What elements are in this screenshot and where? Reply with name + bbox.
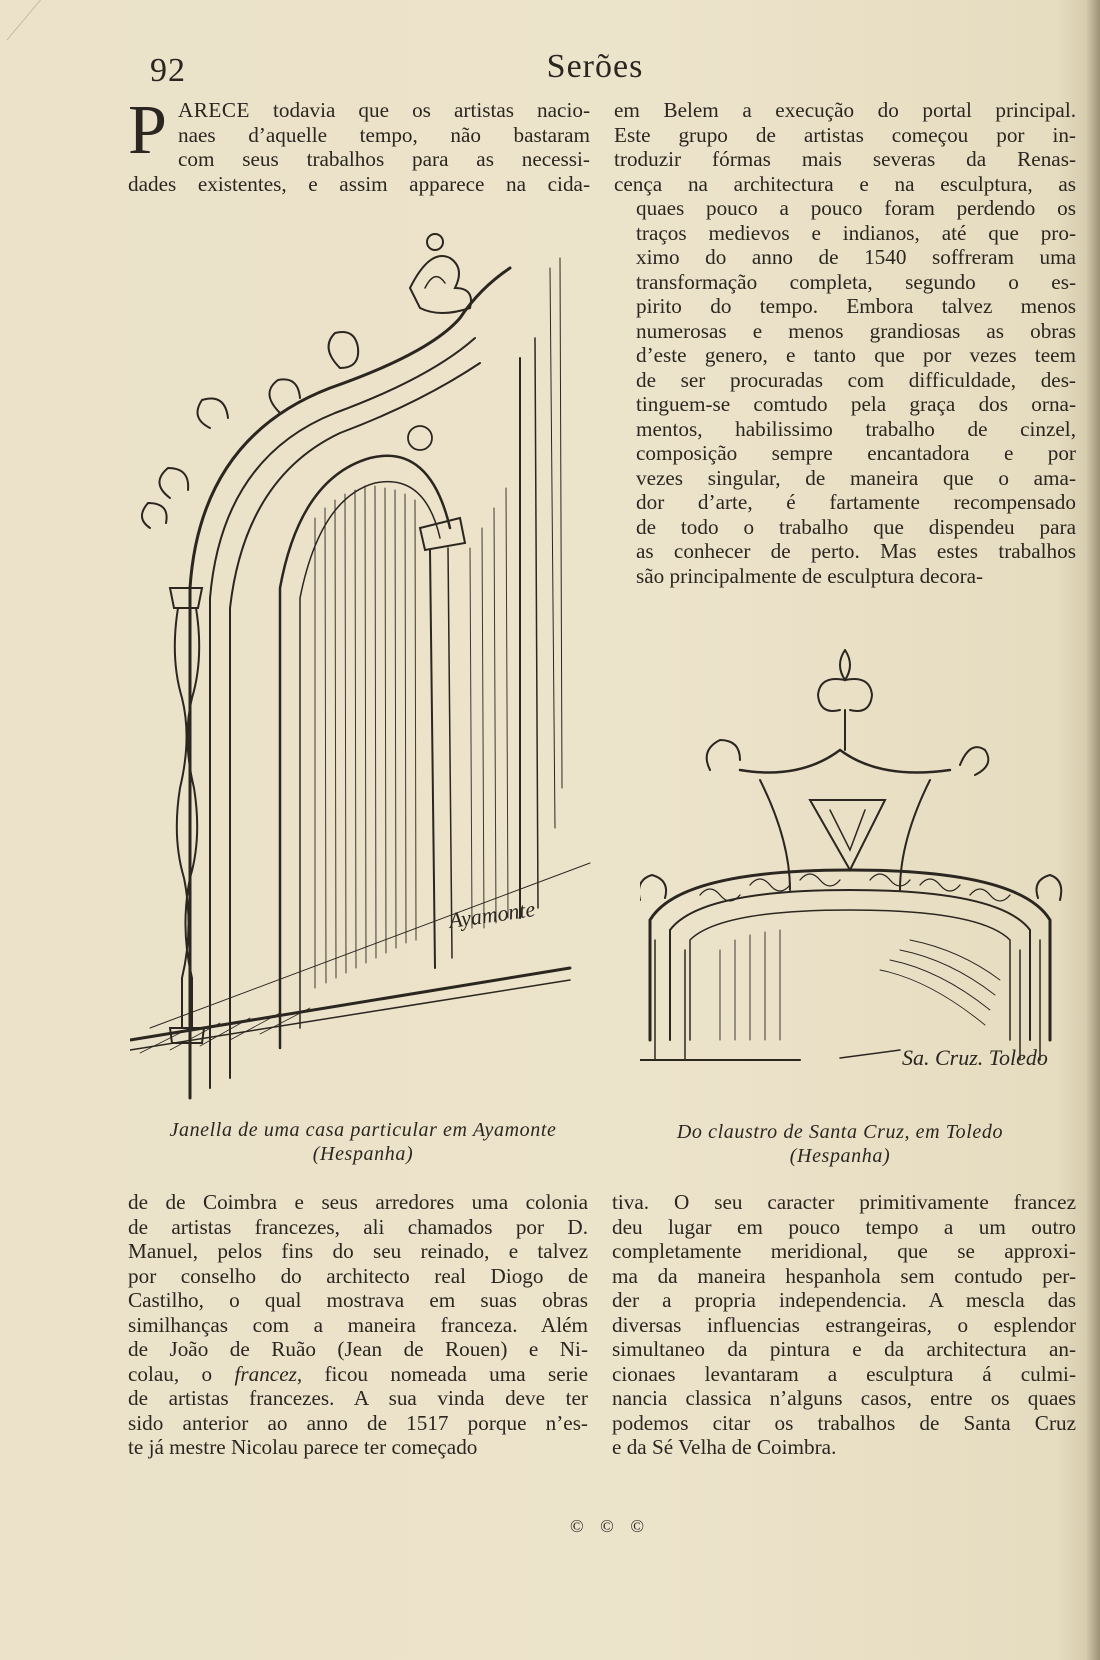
text-line: nancia classica n’alguns casos, entre os quaes — [612, 1386, 1076, 1410]
text-line: pirito do tempo. Embora talvez menos — [636, 294, 1076, 318]
text-line: colau, o francez, ficou nomeada uma serie — [128, 1361, 588, 1386]
text-line: ma da maneira hespanhola sem contudo per- — [612, 1263, 1076, 1288]
text-line: dor d’arte, é fartamente recompensado — [636, 490, 1076, 514]
caption-santa-cruz — [640, 1120, 1040, 1168]
text-line: troduzir fórmas mais severas da Renas- — [614, 147, 1076, 171]
caption-ayamonte — [118, 1118, 608, 1166]
text-line: de artistas francezes. A sua vinda deve ter — [128, 1386, 588, 1410]
caption-line: Janella de uma casa particular em Ayamonte — [169, 1119, 557, 1141]
italic-word: francez, — [234, 1361, 303, 1386]
text-line: sido anterior ao anno de 1517 porque n’es- — [128, 1410, 588, 1435]
text-line: Castilho, o qual mostrava em suas obras — [128, 1288, 588, 1312]
text-line: cionaes levantaram a esculptura á culmi- — [612, 1361, 1076, 1386]
text-line: der a propria independencia. A mescla das — [612, 1288, 1076, 1312]
text-line: com seus trabalhos para as necessi- — [178, 147, 590, 171]
text-line: vezes singular, de maneira que o ama- — [636, 465, 1076, 490]
text-line: naes d’aquelle tempo, não bastaram — [178, 122, 590, 147]
caption-line: (Hespanha) — [312, 1143, 414, 1165]
text-line: similhanças com a maneira franceza. Além — [128, 1312, 588, 1337]
text-line: de João de Ruão (Jean de Rouen) e Ni- — [128, 1337, 588, 1361]
text-line: completamente meridional, que se approxi- — [612, 1239, 1076, 1263]
text-line: simultaneo da pintura e da architectura an- — [612, 1337, 1076, 1361]
running-head: Serões — [546, 48, 644, 85]
caption-line: Do claustro de Santa Cruz, em Toledo — [676, 1121, 1004, 1143]
text-line: em Belem a execução do portal principal. — [614, 98, 1076, 122]
figure-signature-ayamonte: Ayamonte — [447, 896, 537, 933]
text-line: numerosas e menos grandiosas as obras — [636, 318, 1076, 343]
text-line: quaes pouco a pouco foram perdendo os — [636, 196, 1076, 220]
text-line: podemos citar os trabalhos de Santa Cruz — [612, 1410, 1076, 1435]
text-line: ARECE todavia que os artistas nacio- — [178, 98, 590, 122]
text-line: te já mestre Nicolau parece ter começado — [128, 1435, 478, 1459]
text-line: de todo o trabalho que dispendeu para — [636, 514, 1076, 539]
text-line: e da Sé Velha de Coimbra. — [612, 1435, 837, 1459]
text-line: diversas influencias estrangeiras, o esplendor — [612, 1312, 1076, 1337]
text-line: de artistas francezes, ali chamados por D. — [128, 1214, 588, 1239]
text-line: ximo do anno de 1540 soffreram uma — [636, 245, 1076, 269]
page-number: 92 — [150, 52, 186, 89]
text-line: composição sempre encantadora e por — [636, 441, 1076, 465]
drop-cap: P — [128, 92, 167, 169]
smallcaps-word: ARECE — [178, 98, 250, 122]
right-column-bottom — [612, 1190, 1076, 1460]
text-line: de de Coimbra e seus arredores uma colonia — [128, 1190, 588, 1214]
text-line: traços medievos e indianos, até que pro- — [636, 220, 1076, 245]
left-column-bottom — [128, 1190, 588, 1460]
figure-signature-santa-cruz: Sa. Cruz. Toledo — [902, 1045, 1048, 1070]
text-line: cença na architectura e na esculptura, as — [614, 171, 1076, 196]
text-line: Manuel, pelos fins do seu reinado, e talvez — [128, 1239, 588, 1263]
caption-line: (Hespanha) — [789, 1145, 891, 1167]
left-column-top — [128, 92, 590, 196]
footer-ornament: © © © — [569, 1516, 651, 1536]
text-line: d’este genero, e tanto que por vezes teem — [636, 343, 1076, 367]
figure-ayamonte-window — [130, 228, 620, 1108]
text-line: de ser procuradas com difficuldade, des- — [636, 367, 1076, 392]
text-line: por conselho do architecto real Diogo de — [128, 1263, 588, 1288]
text-line: tiva. O seu caracter primitivamente francez — [612, 1190, 1076, 1214]
right-column-top — [614, 98, 1076, 588]
text-line: são principalmente de esculptura decora- — [636, 563, 984, 588]
figure-santa-cruz-cloister — [640, 640, 1095, 1100]
text-line: as conhecer de perto. Mas estes trabalhos — [636, 539, 1076, 563]
text-line: deu lugar em pouco tempo a um outro — [612, 1214, 1076, 1239]
text-line: transformação completa, segundo o es- — [636, 269, 1076, 294]
text-line: Este grupo de artistas começou por in- — [614, 122, 1076, 147]
text-line: tinguem-se comtudo pela graça dos orna- — [636, 392, 1076, 416]
text-line: mentos, habilissimo trabalho de cinzel, — [636, 416, 1076, 441]
text-line: dades existentes, e assim apparece na cida- — [128, 171, 590, 196]
page-corner-mark — [0, 0, 41, 40]
